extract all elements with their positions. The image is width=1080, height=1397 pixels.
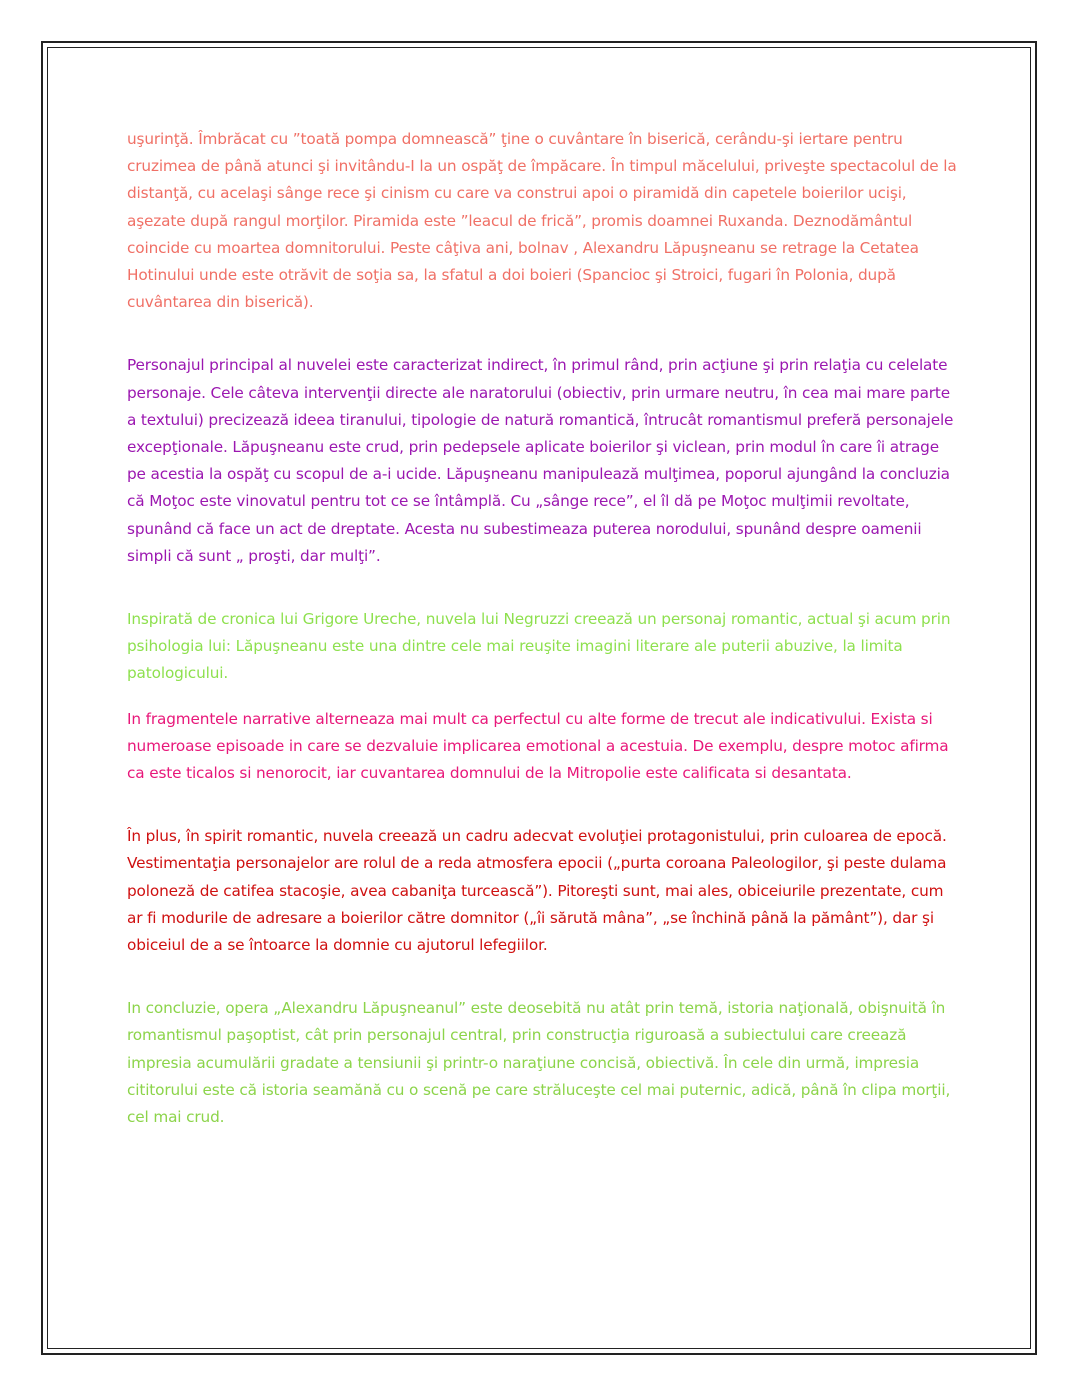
paragraph-romantic-setting: În plus, în spirit romantic, nuvela creează un cadru adecvat evoluţiei protagonistului, prin culoarea de epocă. Vestimentaţia personajelor are rolul de a reda atmosfera epocii („purta coroana Paleologilor, şi peste dulama poloneză de catifea stacoşie, avea cabaniţa turcească”). Pitoreşti sunt, mai ales, obiceiurile prezentate, cum ar fi modurile de adresare a boierilor către domnitor („îi sărută mâna”, „se închină până la pământ”), dar şi obiceiul de a se întoarce la domnie cu ajutorul lefegiilor. [127, 827, 947, 955]
paragraph-plot-ending: uşurinţă. Îmbrăcat cu ”toată pompa domnească” ţine o cuvântare în biserică, cerându-şi iertare pentru cruzimea de până atunci şi invitându-I la un ospăţ de împăcare. În timpul măcelului, priveşte spectacolul de la distanţă, cu acelaşi sânge rece şi cinism cu care va construi apoi o piramidă din capetele boierilor ucişi, aşezate după rangul morţilor. Piramida este ”leacul de frică”, promis doamnei Ruxanda. Deznodământul coincide cu moartea domnitorului. Peste câţiva ani, bolnav , Alexandru Lăpuşneanu se retrage la Cetatea Hotinului unde este otrăvit de soţia sa, la sfatul a doi boieri (Spancioc şi Stroici, fugari în Polonia, după cuvântarea din biserică). [127, 130, 957, 312]
paragraph-character: Personajul principal al nuvelei este caracterizat indirect, în primul rând, prin acţiune şi prin relaţia cu celelate personaje. Cele câteva intervenţii directe ale naratorului (obiectiv, prin urmare neutru, în cea mai mare parte a textului) precizează ideea tiranului, tipologie de natură romantică, întrucât romantismul preferă personajele excepţionale. Lăpuşneanu este crud, prin pedepsele aplicate boierilor şi viclean, prin modul în care îi atrage pe acestia la ospăţ cu scopul de a-i ucide. Lăpuşneanu manipulează mulţimea, poporul ajungând la concluzia că Moţoc este vinovatul pentru tot ce se întâmplă. Cu „sânge rece”, el îl dă pe Moţoc mulţimii revoltate, spunând că face un act de dreptate. Acesta nu subestimeaza puterea norodului, spunând despre oamenii simpli că sunt „ proşti, dar mulţi”. [127, 356, 954, 565]
document-body [127, 126, 957, 1131]
paragraph-narrative-tenses: In fragmentele narrative alterneaza mai mult ca perfectul cu alte forme de trecut ale indicativului. Exista si numeroase episoade in care se dezvaluie implicarea emotional a acestuia. De exemplu, despre motoc afirma ca este ticalos si nenorocit, iar cuvantarea domnului de la Mitropolie este calificata si desantata. [127, 709, 949, 783]
paragraph-inspiration: Inspirată de cronica lui Grigore Ureche, nuvela lui Negruzzi creează un personaj romantic, actual şi acum prin psihologia lui: Lăpuşneanu este una dintre cele mai reuşite imagini literare ale puterii abuzive, la limita patologicului. [127, 610, 951, 683]
paragraph-conclusion: In concluzie, opera „Alexandru Lăpuşneanul” este deosebită nu atât prin temă, istoria naţională, obişnuită în romantismul paşoptist, cât prin personajul central, prin construcţia riguroasă a subiectului care creează impresia acumulării gradate a tensiunii şi printr-o naraţiune concisă, obiectivă. În cele din urmă, impresia cititorului este că istoria seamănă cu o scenă pe care străluceşte cel mai puternic, adică, până în clipa morţii, cel mai crud. [127, 999, 951, 1127]
